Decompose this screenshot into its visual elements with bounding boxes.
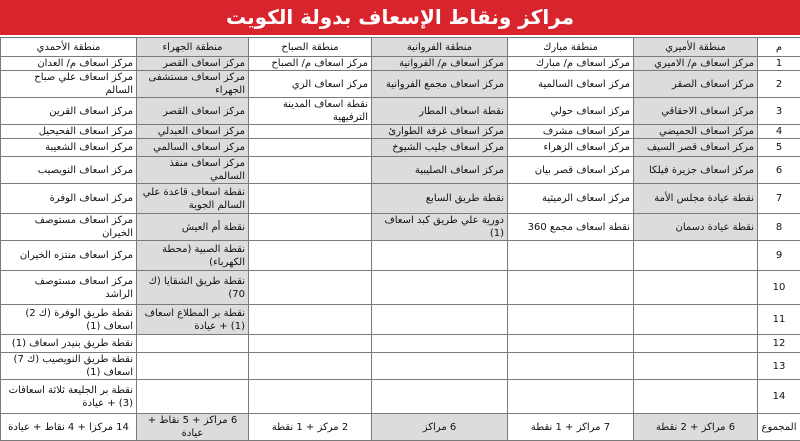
row-number: 14 [758,380,800,414]
cell-mubarak [508,305,634,335]
row-number: 7 [758,184,800,214]
cell-farwaniya: مركز اسعاف مجمع الفروانية [372,71,508,98]
totals-farwaniya: 6 مراكز [372,414,508,441]
cell-amiri: نقطة عيادة دسمان [634,214,758,241]
cell-mubarak: مركز اسعاف السالمية [508,71,634,98]
totals-row [1,414,800,441]
cell-jahra: نقطة الصبية (محطة الكهرباء) [137,241,249,271]
cell-farwaniya [372,353,508,380]
cell-mubarak [508,271,634,305]
cell-ahmadi: مركز اسعاف النويصيب [1,157,137,184]
cell-amiri: مركز اسعاف الصقر [634,71,758,98]
cell-farwaniya [372,241,508,271]
cell-mubarak: مركز اسعاف م/ مبارك [508,57,634,71]
cell-jahra: مركز اسعاف القصر [137,98,249,125]
page-title: مراكز ونقاط الإسعاف بدولة الكويت [0,0,800,35]
table-row [1,71,800,98]
table-row [1,57,800,71]
cell-ahmadi: مركز اسعاف منتزه الخيران [1,241,137,271]
col-header-mubarak: منطقة مبارك [508,38,634,57]
cell-ahmadi: مركز اسعاف القرين [1,98,137,125]
cell-mubarak [508,335,634,353]
cell-ahmadi: مركز اسعاف الشعيبة [1,139,137,157]
cell-mubarak: مركز اسعاف مشرف [508,125,634,139]
cell-ahmadi: مركز اسعاف الفحيحيل [1,125,137,139]
cell-jahra: مركز اسعاف مستشفى الجهراء [137,71,249,98]
cell-sabah [249,139,372,157]
cell-mubarak [508,353,634,380]
cell-mubarak: مركز اسعاف الرميثية [508,184,634,214]
totals-jahra: 6 مراكز + 5 نقاط + عيادة [137,414,249,441]
cell-jahra: مركز اسعاف منفذ السالمي [137,157,249,184]
cell-amiri [634,271,758,305]
totals-mubarak: 7 مراكز + 1 نقطة [508,414,634,441]
row-number: 8 [758,214,800,241]
cell-jahra: نقطة بر المطلاع اسعاف (1) + عيادة [137,305,249,335]
cell-amiri [634,335,758,353]
cell-farwaniya: مركز اسعاف جليب الشيوخ [372,139,508,157]
cell-ahmadi: مركز اسعاف الوفرة [1,184,137,214]
cell-sabah [249,305,372,335]
table-row [1,98,800,125]
cell-amiri [634,241,758,271]
cell-sabah [249,271,372,305]
cell-amiri: مركز اسعاف م/ الاميري [634,57,758,71]
cell-sabah [249,353,372,380]
cell-ahmadi: مركز اسعاف م/ العدان [1,57,137,71]
row-number: 1 [758,57,800,71]
cell-ahmadi: مركز اسعاف علي صباح السالم [1,71,137,98]
cell-sabah: مركز اسعاف م/ الصباح [249,57,372,71]
cell-amiri: مركز اسعاف جزيرة فيلكا [634,157,758,184]
cell-mubarak: نقطة اسعاف مجمع 360 [508,214,634,241]
row-number: 11 [758,305,800,335]
cell-mubarak [508,241,634,271]
col-header-number: م [758,38,800,57]
table-row [1,353,800,380]
cell-amiri: مركز اسعاف الحميضي [634,125,758,139]
row-number: 12 [758,335,800,353]
table-row [1,214,800,241]
cell-jahra: مركز اسعاف العبدلي [137,125,249,139]
cell-farwaniya [372,335,508,353]
cell-jahra: مركز اسعاف السالمي [137,139,249,157]
cell-ahmadi: مركز اسعاف مستوصف الخيران [1,214,137,241]
cell-farwaniya: مركز اسعاف الصليبية [372,157,508,184]
cell-sabah [249,380,372,414]
table-row [1,271,800,305]
totals-sabah: 2 مركز + 1 نقطة [249,414,372,441]
col-header-ahmadi: منطقة الأحمدي [1,38,137,57]
cell-amiri [634,380,758,414]
col-header-amiri: منطقة الأميري [634,38,758,57]
row-number: 2 [758,71,800,98]
cell-amiri: مركز اسعاف قصر السيف [634,139,758,157]
cell-amiri [634,353,758,380]
table-row [1,157,800,184]
col-header-farwaniya: منطقة الفروانية [372,38,508,57]
cell-sabah [249,157,372,184]
cell-ahmadi: نقطة طريق بنيدر اسعاف (1) [1,335,137,353]
cell-farwaniya [372,271,508,305]
cell-mubarak: مركز اسعاف الزهراء [508,139,634,157]
col-header-sabah: منطقة الصباح [249,38,372,57]
cell-sabah [249,335,372,353]
cell-mubarak: مركز اسعاف حولي [508,98,634,125]
cell-sabah [249,241,372,271]
row-number: 3 [758,98,800,125]
cell-jahra: نقطة اسعاف قاعدة علي السالم الجوية [137,184,249,214]
cell-farwaniya: مركز اسعاف غرفة الطوارئ [372,125,508,139]
cell-farwaniya: مركز اسعاف م/ الفروانية [372,57,508,71]
cell-sabah [249,214,372,241]
cell-sabah [249,184,372,214]
row-number: 5 [758,139,800,157]
cell-mubarak [508,380,634,414]
row-number: 13 [758,353,800,380]
cell-jahra [137,380,249,414]
cell-sabah: مركز اسعاف الري [249,71,372,98]
table-row [1,125,800,139]
row-number: 9 [758,241,800,271]
totals-label: المجموع [758,414,800,441]
cell-mubarak: مركز اسعاف قصر بيان [508,157,634,184]
cell-farwaniya [372,305,508,335]
cell-farwaniya [372,380,508,414]
cell-jahra: نقطة أم العيش [137,214,249,241]
cell-farwaniya: نقطة طريق السابع [372,184,508,214]
cell-amiri: نقطة عيادة مجلس الأمة [634,184,758,214]
cell-ahmadi: نقطة بر الجليعة ثلاثة اسعافات (3) + عيادة [1,380,137,414]
totals-amiri: 6 مراكز + 2 نقطة [634,414,758,441]
table-row [1,241,800,271]
table-row [1,305,800,335]
table-row [1,139,800,157]
cell-jahra: مركز اسعاف القصر [137,57,249,71]
cell-jahra [137,353,249,380]
row-number: 4 [758,125,800,139]
col-header-jahra: منطقة الجهراء [137,38,249,57]
cell-sabah: نقطة اسعاف المدينة الترفيهية [249,98,372,125]
cell-ahmadi: نقطة طريق النويصيب (ك 7) اسعاف (1) [1,353,137,380]
cell-farwaniya: نقطة اسعاف المطار [372,98,508,125]
table-row [1,184,800,214]
cell-farwaniya: دورية علي طريق كبد اسعاف (1) [372,214,508,241]
cell-ahmadi: مركز اسعاف مستوصف الراشد [1,271,137,305]
table-row [1,335,800,353]
cell-jahra: نقطة طريق الشقايا (ك 70) [137,271,249,305]
cell-jahra [137,335,249,353]
header-row [1,38,800,57]
row-number: 10 [758,271,800,305]
row-number: 6 [758,157,800,184]
totals-ahmadi: 14 مركزا + 4 نقاط + عيادة [1,414,137,441]
cell-amiri [634,305,758,335]
cell-ahmadi: نقطة طريق الوفرة (ك 2) اسعاف (1) [1,305,137,335]
cell-amiri: مركز اسعاف الاحقاقي [634,98,758,125]
ambulance-centers-table [0,37,800,441]
cell-sabah [249,125,372,139]
table-row [1,380,800,414]
